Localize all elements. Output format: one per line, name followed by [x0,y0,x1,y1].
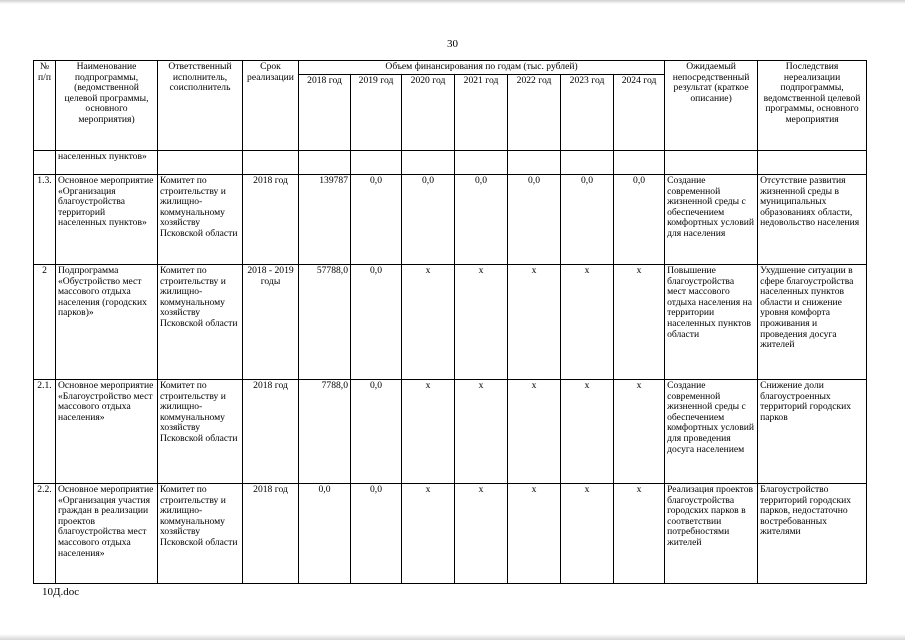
row-year-value: 0,0 [299,484,351,584]
header-year: 2020 год [402,75,455,151]
row-term: 2018 год [243,175,299,265]
row-consequences: Снижение доли благоустроенных территорий городских парков [758,380,867,484]
header-term: Срок реализации [243,61,299,151]
row-year-value [508,151,561,175]
row-year-value: x [508,380,561,484]
row-term: 2018 год [243,484,299,584]
document-filename: 10Д.doc [42,586,80,598]
row-year-value: x [455,380,508,484]
row-consequences: Отсутствие развития жизненной среды в муниципальных образованиях области, недовольство населения [758,175,867,265]
row-num [34,151,56,175]
row-executor: Комитет по строительству и жилищно-коммунальному хозяйству Псковской области [158,484,243,584]
row-year-value [351,151,402,175]
row-term: 2018 - 2019 годы [243,265,299,380]
row-expected: Создание современной жизненной среды с обеспечением комфортных условий для населения [665,175,758,265]
row-name: Подпрограмма «Обустройство мест массового отдыха населения (городских парков)» [56,265,158,380]
row-year-value: x [402,380,455,484]
row-year-value: x [402,484,455,584]
header-consequences: Последствия нереализации подпрограммы, ведомственной целевой программы, основного мероприятия [758,61,867,151]
row-year-value: x [508,265,561,380]
row-year-value: x [614,380,665,484]
header-executor: Ответственный исполнитель, соисполнитель [158,61,243,151]
header-funding: Объем финансирования по годам (тыс. рублей) [299,61,665,75]
row-executor: Комитет по строительству и жилищно-коммунальному хозяйству Псковской области [158,265,243,380]
scan-edge-top [0,0,905,4]
header-year: 2019 год [351,75,402,151]
row-year-value: x [508,484,561,584]
row-executor: Комитет по строительству и жилищно-коммунальному хозяйству Псковской области [158,380,243,484]
row-consequences: Благоустройство территорий городских парков, недостаточно востребованных жителями [758,484,867,584]
row-year-value: x [455,265,508,380]
row-year-value: x [561,380,614,484]
row-year-value: 57788,0 [299,265,351,380]
row-num: 2.1. [34,380,56,484]
row-year-value: 0,0 [508,175,561,265]
table-row [34,151,867,175]
row-expected: Реализация проектов благоустройства городских парков в соответствии потребностями жителей [665,484,758,584]
header-year: 2023 год [561,75,614,151]
row-year-value: 0,0 [351,380,402,484]
row-name: Основное мероприятие «Благоустройство мест массового отдыха населения» [56,380,158,484]
header-year: 2022 год [508,75,561,151]
row-year-value: 139787 [299,175,351,265]
table-row [34,265,867,380]
row-year-value: x [561,484,614,584]
row-term: 2018 год [243,380,299,484]
row-expected [665,151,758,175]
row-year-value [614,151,665,175]
row-year-value: x [614,265,665,380]
row-year-value [402,151,455,175]
header-year: 2021 год [455,75,508,151]
row-year-value [299,151,351,175]
page-number: 30 [447,38,458,50]
header-num: № п/п [34,61,56,151]
row-year-value: 0,0 [351,484,402,584]
scan-edge-bottom [0,634,905,640]
header-year: 2018 год [299,75,351,151]
row-num: 2.2. [34,484,56,584]
row-num: 2 [34,265,56,380]
funding-table [33,60,867,584]
row-year-value: 7788,0 [299,380,351,484]
row-name: Основное мероприятие «Организация участия граждан в реализации проектов благоустройства мест массового отдыха населения» [56,484,158,584]
row-executor: Комитет по строительству и жилищно-коммунальному хозяйству Псковской области [158,175,243,265]
row-year-value: 0,0 [455,175,508,265]
table-row [34,484,867,584]
table-row [34,380,867,484]
row-year-value: 0,0 [402,175,455,265]
row-year-value [455,151,508,175]
row-expected: Создание современной жизненной среды с обеспечением комфортных условий для проведения досуга населением [665,380,758,484]
row-year-value: 0,0 [561,175,614,265]
row-consequences: Ухудшение ситуации в сфере благоустройства населенных пунктов области и снижение уровня комфорта проживания и проведения досуга жителей [758,265,867,380]
table-header-row [34,61,867,75]
row-name: населенных пунктов» [56,151,158,175]
row-year-value: 0,0 [351,175,402,265]
row-year-value: x [455,484,508,584]
row-consequences [758,151,867,175]
header-expected: Ожидаемый непосредственный результат (краткое описание) [665,61,758,151]
header-year: 2024 год [614,75,665,151]
row-year-value: x [614,484,665,584]
row-expected: Повышение благоустройства мест массового отдыха населения на территории населенных пунктов области [665,265,758,380]
header-name: Наименование подпрограммы, (ведомственной целевой программы, основного мероприятия) [56,61,158,151]
row-year-value: x [402,265,455,380]
row-term [243,151,299,175]
row-year-value: x [561,265,614,380]
row-year-value: 0,0 [614,175,665,265]
table-row [34,175,867,265]
row-executor [158,151,243,175]
row-name: Основное мероприятие «Организация благоустройства территорий населенных пунктов» [56,175,158,265]
row-year-value: 0,0 [351,265,402,380]
row-num: 1.3. [34,175,56,265]
row-year-value [561,151,614,175]
